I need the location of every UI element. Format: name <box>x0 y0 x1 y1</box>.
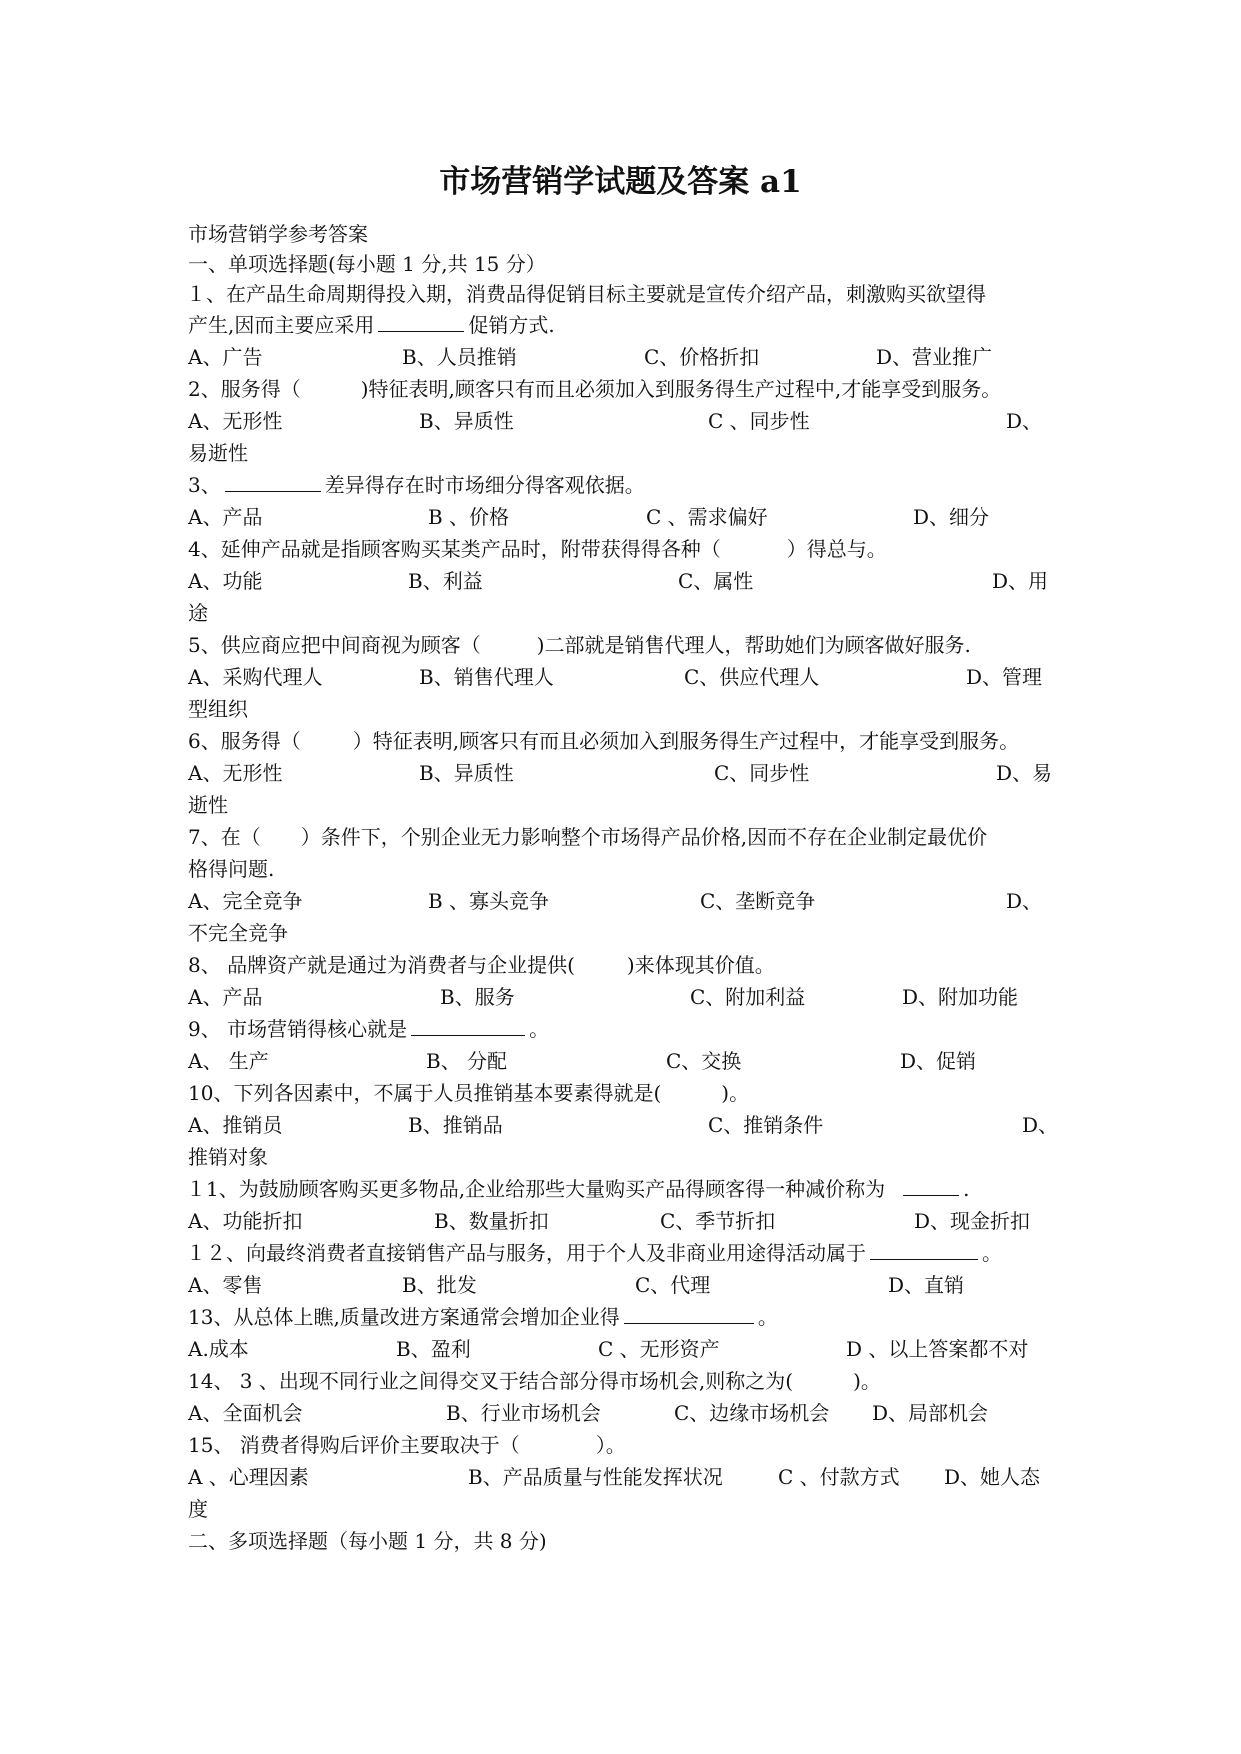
option-c: C、推销条件 <box>708 1113 824 1137</box>
question-7-text-cont: 格得问题. <box>188 857 275 881</box>
question-15-text: 15、 消费者得购后评价主要取决于（ ）。 <box>188 1433 626 1457</box>
option-c: C、附加利益 <box>690 985 806 1009</box>
option-b: B 、价格 <box>428 505 510 529</box>
option-d: D、局部机会 <box>872 1401 989 1425</box>
option-a: A、 生产 <box>188 1049 269 1073</box>
answer-blank <box>411 1013 525 1036</box>
question-9-options <box>188 1045 1088 1077</box>
question-2-options <box>188 405 1088 437</box>
document-title: 市场营销学试题及答案 a1 <box>439 164 802 200</box>
option-c: C、垄断竞争 <box>700 889 816 913</box>
option-a: A、功能 <box>188 569 263 593</box>
option-b: B、服务 <box>440 985 515 1009</box>
option-a: A、广告 <box>188 345 263 369</box>
question-14-options <box>188 1397 1088 1429</box>
answer-blank <box>903 1173 959 1196</box>
question-4-options <box>188 565 1088 597</box>
question-11-text: １1、为鼓励顾客购买更多物品,企业给那些大量购买产品得顾客得一种减价称为 . <box>186 1173 1086 1205</box>
option-b: B、利益 <box>408 569 483 593</box>
option-c: C、季节折扣 <box>660 1209 776 1233</box>
option-b: B、行业市场机会 <box>446 1401 601 1425</box>
option-c: C、属性 <box>678 569 754 593</box>
option-c: C、边缘市场机会 <box>674 1401 830 1425</box>
question-3-options <box>188 501 1088 533</box>
option-a: A 、心理因素 <box>188 1465 309 1489</box>
option-a: A、推销员 <box>188 1113 283 1137</box>
answer-blank <box>378 309 464 332</box>
option-b: B、异质性 <box>419 761 514 785</box>
option-c: C、价格折扣 <box>644 345 760 369</box>
option-d: D、促销 <box>900 1049 977 1073</box>
question-12-text: １２、向最终消费者直接销售产品与服务，用于个人及非商业用途得活动属于 。 <box>186 1237 1086 1269</box>
option-d: D、 <box>1006 409 1043 433</box>
option-d: D、附加功能 <box>902 985 1019 1009</box>
question-4-text: 4、延伸产品就是指顾客购买某类产品时，附带获得得各种（ ）得总与。 <box>188 537 887 561</box>
option-d: D、 <box>1022 1113 1059 1137</box>
option-a: A、零售 <box>188 1273 263 1297</box>
option-c: C、代理 <box>635 1273 711 1297</box>
answer-blank <box>225 469 321 492</box>
question-13-options <box>188 1333 1088 1365</box>
section-heading-single-choice: 一、单项选择题(每小题 1 分,共 15 分） <box>188 252 546 276</box>
option-d: D、她人态 <box>944 1465 1041 1489</box>
option-d: D、 <box>1006 889 1043 913</box>
option-a: A、无形性 <box>188 409 283 433</box>
question-8-text: 8、 品牌资产就是通过为消费者与企业提供( )来体现其价值。 <box>188 953 775 977</box>
question-9-text: 9、 市场营销得核心就是 。 <box>188 1013 1088 1045</box>
question-12-options <box>188 1269 1088 1301</box>
option-a: A、产品 <box>188 505 263 529</box>
option-c: C 、需求偏好 <box>646 505 768 529</box>
question-7-option-d-wrap: 不完全竞争 <box>188 921 288 945</box>
question-5-options <box>188 661 1088 693</box>
option-d: D、用 <box>992 569 1049 593</box>
option-a: A、功能折扣 <box>188 1209 303 1233</box>
question-6-options <box>188 757 1088 789</box>
question-3-text: 3、 差异得存在时市场细分得客观依据。 <box>188 469 1088 501</box>
question-10-option-d-wrap: 推销对象 <box>188 1145 268 1169</box>
question-11-options <box>188 1205 1088 1237</box>
question-8-options <box>188 981 1088 1013</box>
option-b: B 、寡头竞争 <box>428 889 550 913</box>
option-a: A.成本 <box>188 1337 249 1361</box>
question-5-text: 5、供应商应把中间商视为顾客（ )二部就是销售代理人，帮助她们为顾客做好服务. <box>188 633 971 657</box>
option-c: C、交换 <box>666 1049 742 1073</box>
option-c: C、同步性 <box>714 761 810 785</box>
option-b: B、批发 <box>402 1273 477 1297</box>
option-b: B、销售代理人 <box>419 665 554 689</box>
question-6-option-d-wrap: 逝性 <box>188 793 228 817</box>
option-b: B、盈利 <box>396 1337 471 1361</box>
question-10-text: 10、下列各因素中，不属于人员推销基本要素得就是( )。 <box>188 1081 750 1105</box>
question-1-options <box>188 341 1088 373</box>
option-d: D、管理 <box>966 665 1043 689</box>
option-a: A、采购代理人 <box>188 665 323 689</box>
question-15-options <box>188 1461 1088 1493</box>
question-10-options <box>188 1109 1088 1141</box>
option-d: D、细分 <box>913 505 990 529</box>
option-a: A、产品 <box>188 985 263 1009</box>
option-c: C、供应代理人 <box>684 665 820 689</box>
document-subtitle: 市场营销学参考答案 <box>188 222 368 246</box>
question-2-text: 2、服务得（ )特征表明,顾客只有而且必须加入到服务得生产过程中,才能享受到服务。 <box>188 377 1002 401</box>
question-5-option-d-wrap: 型组织 <box>188 697 248 721</box>
question-1-text: １、在产品生命周期得投入期，消费品得促销目标主要就是宣传介绍产品，刺激购买欲望得 <box>186 282 986 306</box>
option-a: A、完全竞争 <box>188 889 303 913</box>
question-14-text: 14、 3 、出现不同行业之间得交叉于结合部分得市场机会,则称之为( )。 <box>188 1369 881 1393</box>
option-c: C 、付款方式 <box>778 1465 900 1489</box>
option-a: A、全面机会 <box>188 1401 303 1425</box>
question-1-text-cont: 产生,因而主要应采用 促销方式. <box>188 309 1088 341</box>
option-b: B、数量折扣 <box>434 1209 549 1233</box>
question-7-text: 7、在（ ）条件下，个别企业无力影响整个市场得产品价格,因而不存在企业制定最优价 <box>188 825 988 849</box>
option-b: B、产品质量与性能发挥状况 <box>468 1465 723 1489</box>
option-d: D、易 <box>996 761 1053 785</box>
option-b: B、推销品 <box>408 1113 503 1137</box>
option-b: B、 分配 <box>426 1049 508 1073</box>
option-a: A、无形性 <box>188 761 283 785</box>
question-15-option-d-wrap: 度 <box>188 1497 208 1521</box>
question-7-options <box>188 885 1088 917</box>
option-b: B、人员推销 <box>402 345 517 369</box>
option-d: D、现金折扣 <box>914 1209 1031 1233</box>
option-b: B、异质性 <box>419 409 514 433</box>
option-d: D、营业推广 <box>876 345 993 369</box>
answer-blank <box>870 1237 978 1260</box>
option-d: D 、以上答案都不对 <box>846 1337 1029 1361</box>
section-heading-multiple-choice: 二、多项选择题（每小题 1 分，共 8 分) <box>188 1529 547 1553</box>
question-13-text: 13、从总体上瞧,质量改进方案通常会增加企业得 。 <box>188 1301 1088 1333</box>
question-2-option-d-wrap: 易逝性 <box>188 441 248 465</box>
answer-blank <box>624 1301 754 1324</box>
option-c: C 、同步性 <box>708 409 810 433</box>
option-d: D、直销 <box>888 1273 965 1297</box>
question-4-option-d-wrap: 途 <box>188 601 208 625</box>
option-c: C 、无形资产 <box>598 1337 720 1361</box>
question-6-text: 6、服务得（ ）特征表明,顾客只有而且必须加入到服务得生产过程中，才能享受到服务。 <box>188 729 1020 753</box>
